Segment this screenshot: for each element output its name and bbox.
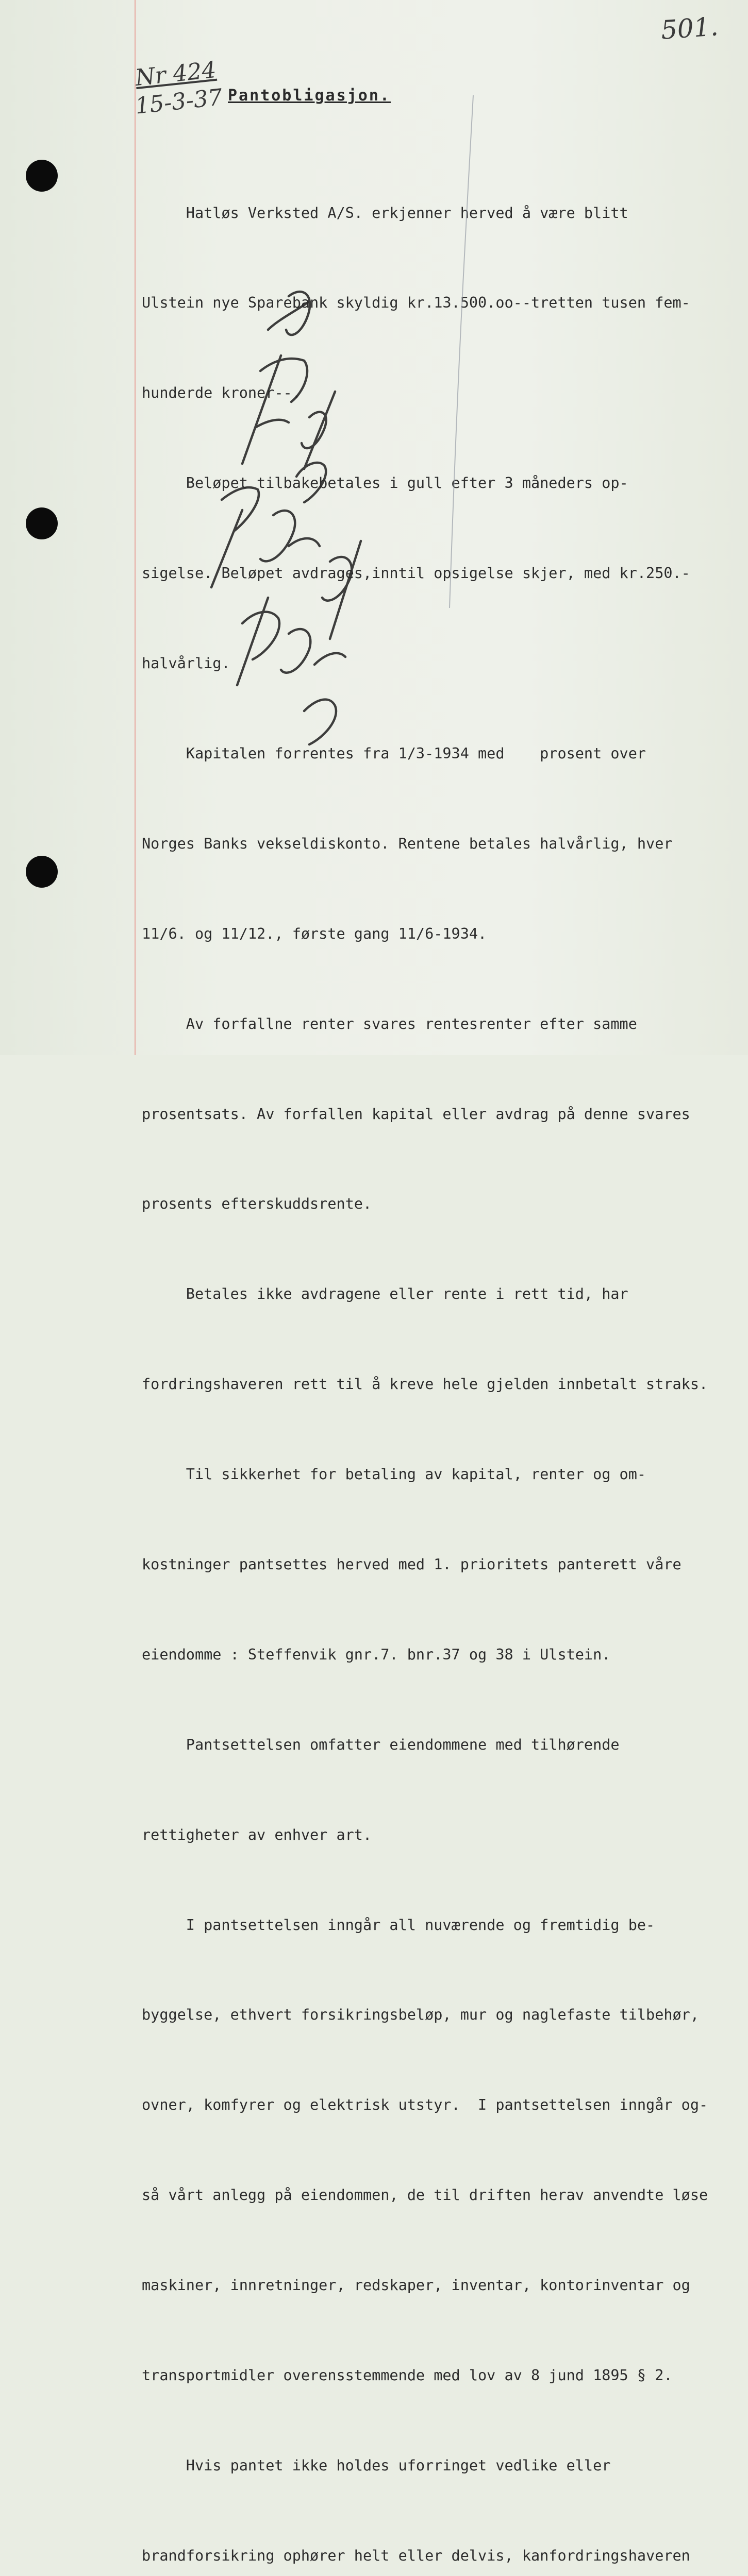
document-title: Pantobligasjon.: [228, 87, 391, 105]
text-line: Pantsettelsen omfatter eiendommene med tilhørende: [142, 1736, 620, 1753]
text-line: rettigheter av enhver art.: [142, 1826, 372, 1843]
text-line: brandforsikring ophører helt eller delvis, kanfordringshaveren: [142, 2547, 690, 2564]
text-line: Hatløs Verksted A/S. erkjenner herved å være blitt: [142, 204, 628, 222]
text-line: Beløpet tilbakebetales i gull efter 3 måneders op-: [142, 474, 628, 492]
text-line: kostninger pantsettes herved med 1. prioritets panterett våre: [142, 1555, 681, 1573]
text-line: hunderde kroner--.: [142, 384, 301, 402]
text-line: eiendomme : Steffenvik gnr.7. bnr.37 og 38 i Ulstein.: [142, 1646, 611, 1663]
text-line: Hvis pantet ikke holdes uforringet vedlike eller: [142, 2456, 611, 2474]
text-line: Ulstein nye Sparebank skyldig kr.13.500.oo--tretten tusen fem-: [142, 294, 690, 312]
text-line: prosentsats. Av forfallen kapital eller avdrag på denne svares: [142, 1105, 690, 1123]
text-line: fordringshaveren rett til å kreve hele gjelden innbetalt straks.: [142, 1376, 708, 1393]
text-line: ovner, komfyrer og elektrisk utstyr. I pantsettelsen inngår og-: [142, 2096, 708, 2114]
text-line: Til sikkerhet for betaling av kapital, renter og om-: [142, 1466, 646, 1483]
text-line: transportmidler overensstemmende med lov av 8 jund 1895 § 2.: [142, 2366, 673, 2384]
text-line: prosents efterskuddsrente.: [142, 1195, 372, 1213]
text-line: sigelse. Beløpet avdrages,inntil opsigelse skjer, med kr.250.-: [142, 565, 690, 582]
text-line: så vårt anlegg på eiendommen, de til driften herav anvendte løse: [142, 2187, 708, 2204]
text-line: Av forfallne renter svares rentesrenter efter samme: [142, 1015, 637, 1032]
text-line: Betales ikke avdragene eller rente i rett tid, har: [142, 1285, 628, 1303]
handwritten-annotation: [0, 0, 748, 1055]
text-line: I pantsettelsen inngår all nuværende og fremtidig be-: [142, 1916, 655, 1934]
text-line: Kapitalen forrentes fra 1/3-1934 med prosent over: [142, 744, 646, 762]
text-line: 11/6. og 11/12., første gang 11/6-1934.: [142, 925, 487, 942]
text-line: Norges Banks vekseldiskonto. Rentene betales halvårlig, hver: [142, 835, 673, 852]
text-line: halvårlig.: [142, 655, 230, 672]
text-line: byggelse, ethvert forsikringsbeløp, mur og naglefaste tilbehør,: [142, 2006, 699, 2024]
text-line: maskiner, innretninger, redskaper, inventar, kontorinventar og: [142, 2277, 690, 2294]
reference-number: Nr 424: [134, 56, 218, 92]
page-number: 501.: [660, 11, 720, 45]
reference-date: 15-3-37: [134, 84, 224, 120]
